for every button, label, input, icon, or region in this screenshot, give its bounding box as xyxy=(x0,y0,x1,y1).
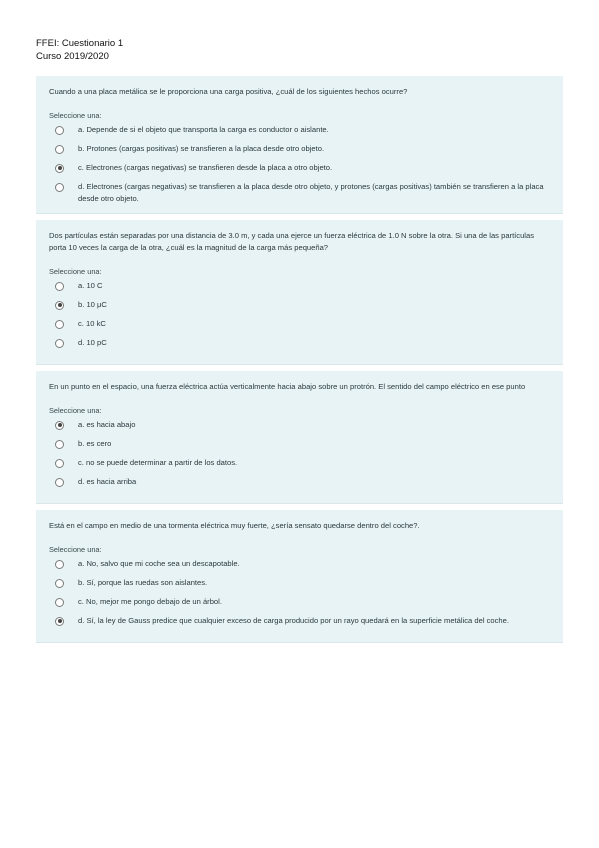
answer-option[interactable] xyxy=(49,143,550,162)
radio-selected-icon[interactable] xyxy=(55,164,64,173)
answer-option[interactable] xyxy=(49,299,550,318)
answer-option[interactable] xyxy=(49,476,550,495)
option-label: d. Sí, la ley de Gauss predice que cualquier exceso de carga producido por un rayo quedará en la superficie metálica del coche. xyxy=(78,616,509,625)
radio-dot-icon xyxy=(58,166,62,170)
radio-unselected-icon[interactable] xyxy=(55,339,64,348)
radio-dot-icon xyxy=(58,423,62,427)
answer-option[interactable] xyxy=(49,280,550,299)
option-label: b. es cero xyxy=(78,439,112,448)
radio-selected-icon[interactable] xyxy=(55,421,64,430)
radio-dot-icon xyxy=(58,619,62,623)
radio-selected-icon[interactable] xyxy=(55,617,64,626)
question-text: Está en el campo en medio de una tormenta eléctrica muy fuerte, ¿sería sensato quedarse dentro del coche?. xyxy=(49,521,420,530)
radio-selected-icon[interactable] xyxy=(55,301,64,310)
option-label: d. es hacia arriba xyxy=(78,477,137,486)
answer-option[interactable] xyxy=(49,162,550,181)
answer-option[interactable] xyxy=(49,337,550,356)
header-title: FFEI: Cuestionario 1 xyxy=(36,38,124,49)
radio-unselected-icon[interactable] xyxy=(55,183,64,192)
radio-unselected-icon[interactable] xyxy=(55,145,64,154)
answer-option[interactable] xyxy=(49,438,550,457)
option-label: d. Electrones (cargas negativas) se transfieren a la placa desde otro objeto, y protones (cargas positivas) también se transfieren a la placa desde otro objeto. xyxy=(78,182,544,203)
option-label: c. No, mejor me pongo debajo de un árbol. xyxy=(78,597,222,606)
answer-option[interactable] xyxy=(49,615,550,634)
answer-option[interactable] xyxy=(49,457,550,476)
question-list xyxy=(36,76,563,649)
select-one-label: Seleccione una: xyxy=(49,111,102,120)
answer-option[interactable] xyxy=(49,318,550,337)
answer-option[interactable] xyxy=(49,181,550,205)
radio-unselected-icon[interactable] xyxy=(55,560,64,569)
question-card xyxy=(36,371,563,504)
question-text: Dos partículas están separadas por una distancia de 3.0 m, y cada una ejerce un fuerza eléctrica de 1.0 N sobre la otra. Si una de las partículas porta 10 veces la carga de la otra, ¿cuál es la magnitud de la carga más pequeña? xyxy=(49,231,535,252)
header-course: Curso 2019/2020 xyxy=(36,50,109,62)
radio-unselected-icon[interactable] xyxy=(55,459,64,468)
option-label: b. 10 μC xyxy=(78,300,107,309)
question-text: Cuando a una placa metálica se le proporciona una carga positiva, ¿cuál de los siguientes hechos ocurre? xyxy=(49,87,408,96)
select-one-label: Seleccione una: xyxy=(49,406,102,415)
option-label: b. Sí, porque las ruedas son aislantes. xyxy=(78,578,208,587)
option-label: c. no se puede determinar a partir de los datos. xyxy=(78,458,238,467)
radio-unselected-icon[interactable] xyxy=(55,320,64,329)
option-label: c. Electrones (cargas negativas) se transfieren desde la placa a otro objeto. xyxy=(78,163,333,172)
question-card xyxy=(36,510,563,643)
question-card xyxy=(36,76,563,214)
question-card xyxy=(36,220,563,365)
answer-option[interactable] xyxy=(49,596,550,615)
option-label: d. 10 pC xyxy=(78,338,107,347)
answer-option[interactable] xyxy=(49,558,550,577)
radio-unselected-icon[interactable] xyxy=(55,478,64,487)
select-one-label: Seleccione una: xyxy=(49,545,102,554)
option-label: c. 10 kC xyxy=(78,319,106,328)
radio-unselected-icon[interactable] xyxy=(55,598,64,607)
question-text: En un punto en el espacio, una fuerza eléctrica actúa verticalmente hacia abajo sobre un protrón. El sentido del campo eléctrico en ese punto xyxy=(49,382,526,391)
option-label: b. Protones (cargas positivas) se transfieren a la placa desde otro objeto. xyxy=(78,144,325,153)
answer-option[interactable] xyxy=(49,124,550,143)
radio-unselected-icon[interactable] xyxy=(55,579,64,588)
radio-unselected-icon[interactable] xyxy=(55,440,64,449)
answer-option[interactable] xyxy=(49,419,550,438)
document-header xyxy=(36,38,123,63)
answer-option[interactable] xyxy=(49,577,550,596)
radio-unselected-icon[interactable] xyxy=(55,282,64,291)
option-label: a. No, salvo que mi coche sea un descapotable. xyxy=(78,559,240,568)
option-label: a. 10 C xyxy=(78,281,103,290)
radio-unselected-icon[interactable] xyxy=(55,126,64,135)
option-label: a. Depende de si el objeto que transporta la carga es conductor o aislante. xyxy=(78,125,329,134)
select-one-label: Seleccione una: xyxy=(49,267,102,276)
option-label: a. es hacia abajo xyxy=(78,420,136,429)
radio-dot-icon xyxy=(58,303,62,307)
